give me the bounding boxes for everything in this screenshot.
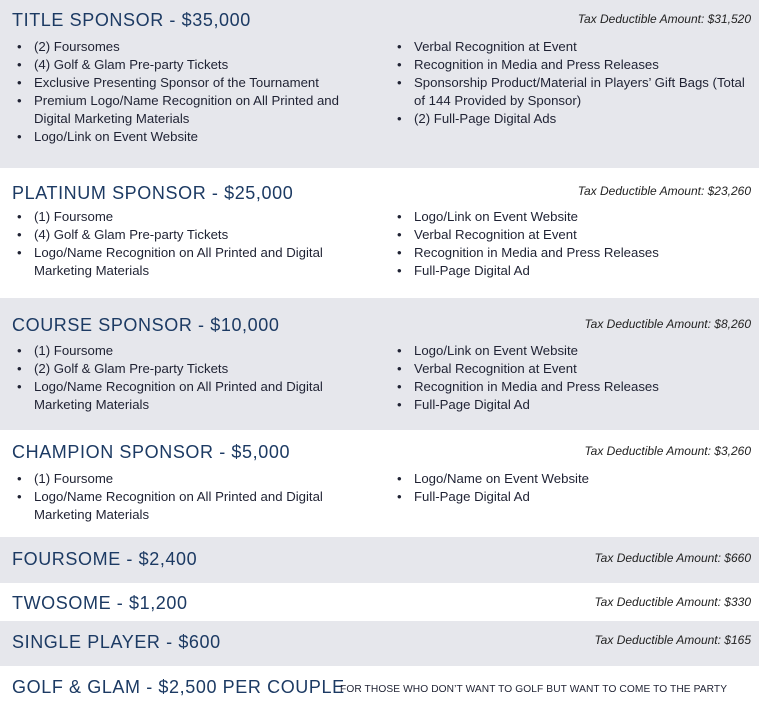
benefit-item: • Sponsorship Product/Material in Players’ Gift Bags (Total of 144 Provided by Sponsor) bbox=[392, 74, 752, 110]
tax-deductible-amount: Tax Deductible Amount: $165 bbox=[594, 633, 751, 647]
benefit-item: • Logo/Link on Event Website bbox=[12, 128, 372, 146]
benefit-item: • Recognition in Media and Press Releases bbox=[392, 378, 752, 396]
tax-deductible-amount: Tax Deductible Amount: $660 bbox=[594, 551, 751, 565]
tier-title: COURSE SPONSOR - $10,000 bbox=[12, 315, 280, 335]
benefit-item: • Logo/Name Recognition on All Printed and Digital Marketing Materials bbox=[12, 488, 372, 524]
tier-single-player bbox=[0, 621, 759, 666]
tier-title-sponsor bbox=[0, 0, 759, 168]
benefit-item: • Full-Page Digital Ad bbox=[392, 262, 752, 280]
benefit-item: • Logo/Name Recognition on All Printed and Digital Marketing Materials bbox=[12, 378, 372, 414]
tier-note: FOR THOSE WHO DON’T WANT TO GOLF BUT WANT TO COME TO THE PARTY bbox=[340, 684, 728, 695]
benefit-item: • Logo/Link on Event Website bbox=[392, 342, 752, 360]
benefits-left bbox=[12, 208, 372, 280]
benefit-item: • (2) Full-Page Digital Ads bbox=[392, 110, 752, 128]
benefit-item: • Premium Logo/Name Recognition on All Printed and Digital Marketing Materials bbox=[12, 92, 372, 128]
benefit-item: • Full-Page Digital Ad bbox=[392, 396, 752, 414]
benefits-left bbox=[12, 342, 372, 414]
benefit-item: • Verbal Recognition at Event bbox=[392, 226, 752, 244]
benefit-item: • Full-Page Digital Ad bbox=[392, 488, 752, 506]
benefits-right bbox=[392, 208, 752, 280]
tax-deductible-amount: Tax Deductible Amount: $3,260 bbox=[584, 444, 751, 458]
tier-foursome bbox=[0, 537, 759, 583]
benefit-item: • Recognition in Media and Press Releases bbox=[392, 244, 752, 262]
benefit-item: • Recognition in Media and Press Releases bbox=[392, 56, 752, 74]
benefit-item: • (4) Golf & Glam Pre-party Tickets bbox=[12, 56, 372, 74]
tier-course-sponsor bbox=[0, 298, 759, 430]
benefits-left bbox=[12, 470, 372, 524]
tax-deductible-amount: Tax Deductible Amount: $8,260 bbox=[584, 317, 751, 331]
tier-title: FOURSOME - $2,400 bbox=[12, 549, 198, 569]
benefit-item: • Exclusive Presenting Sponsor of the Tournament bbox=[12, 74, 372, 92]
benefits-right bbox=[392, 38, 752, 128]
tax-deductible-amount: Tax Deductible Amount: $23,260 bbox=[577, 184, 751, 198]
tier-title: TITLE SPONSOR - $35,000 bbox=[12, 10, 251, 30]
tier-title: GOLF & GLAM - $2,500 PER COUPLE bbox=[12, 677, 345, 697]
tier-title: PLATINUM SPONSOR - $25,000 bbox=[12, 183, 294, 203]
benefit-item: • (2) Golf & Glam Pre-party Tickets bbox=[12, 360, 372, 378]
tier-champion-sponsor bbox=[0, 430, 759, 537]
tier-platinum-sponsor bbox=[0, 168, 759, 298]
benefit-item: • Verbal Recognition at Event bbox=[392, 38, 752, 56]
tier-golf-and-glam bbox=[0, 666, 759, 704]
benefit-item: • Logo/Link on Event Website bbox=[392, 208, 752, 226]
tier-twosome bbox=[0, 583, 759, 621]
benefit-item: • Verbal Recognition at Event bbox=[392, 360, 752, 378]
benefits-left bbox=[12, 38, 372, 146]
benefit-item: • (1) Foursome bbox=[12, 342, 372, 360]
benefit-item: • (1) Foursome bbox=[12, 470, 372, 488]
benefit-item: • (1) Foursome bbox=[12, 208, 372, 226]
benefit-item: • (4) Golf & Glam Pre-party Tickets bbox=[12, 226, 372, 244]
benefit-item: • (2) Foursomes bbox=[12, 38, 372, 56]
tier-title: CHAMPION SPONSOR - $5,000 bbox=[12, 442, 291, 462]
benefits-right bbox=[392, 470, 752, 506]
benefits-right bbox=[392, 342, 752, 414]
tax-deductible-amount: Tax Deductible Amount: $31,520 bbox=[577, 12, 751, 26]
tier-title: TWOSOME - $1,200 bbox=[12, 593, 188, 613]
benefit-item: • Logo/Name Recognition on All Printed and Digital Marketing Materials bbox=[12, 244, 372, 280]
tier-title: SINGLE PLAYER - $600 bbox=[12, 632, 221, 652]
benefit-item: • Logo/Name on Event Website bbox=[392, 470, 752, 488]
tax-deductible-amount: Tax Deductible Amount: $330 bbox=[594, 595, 751, 609]
